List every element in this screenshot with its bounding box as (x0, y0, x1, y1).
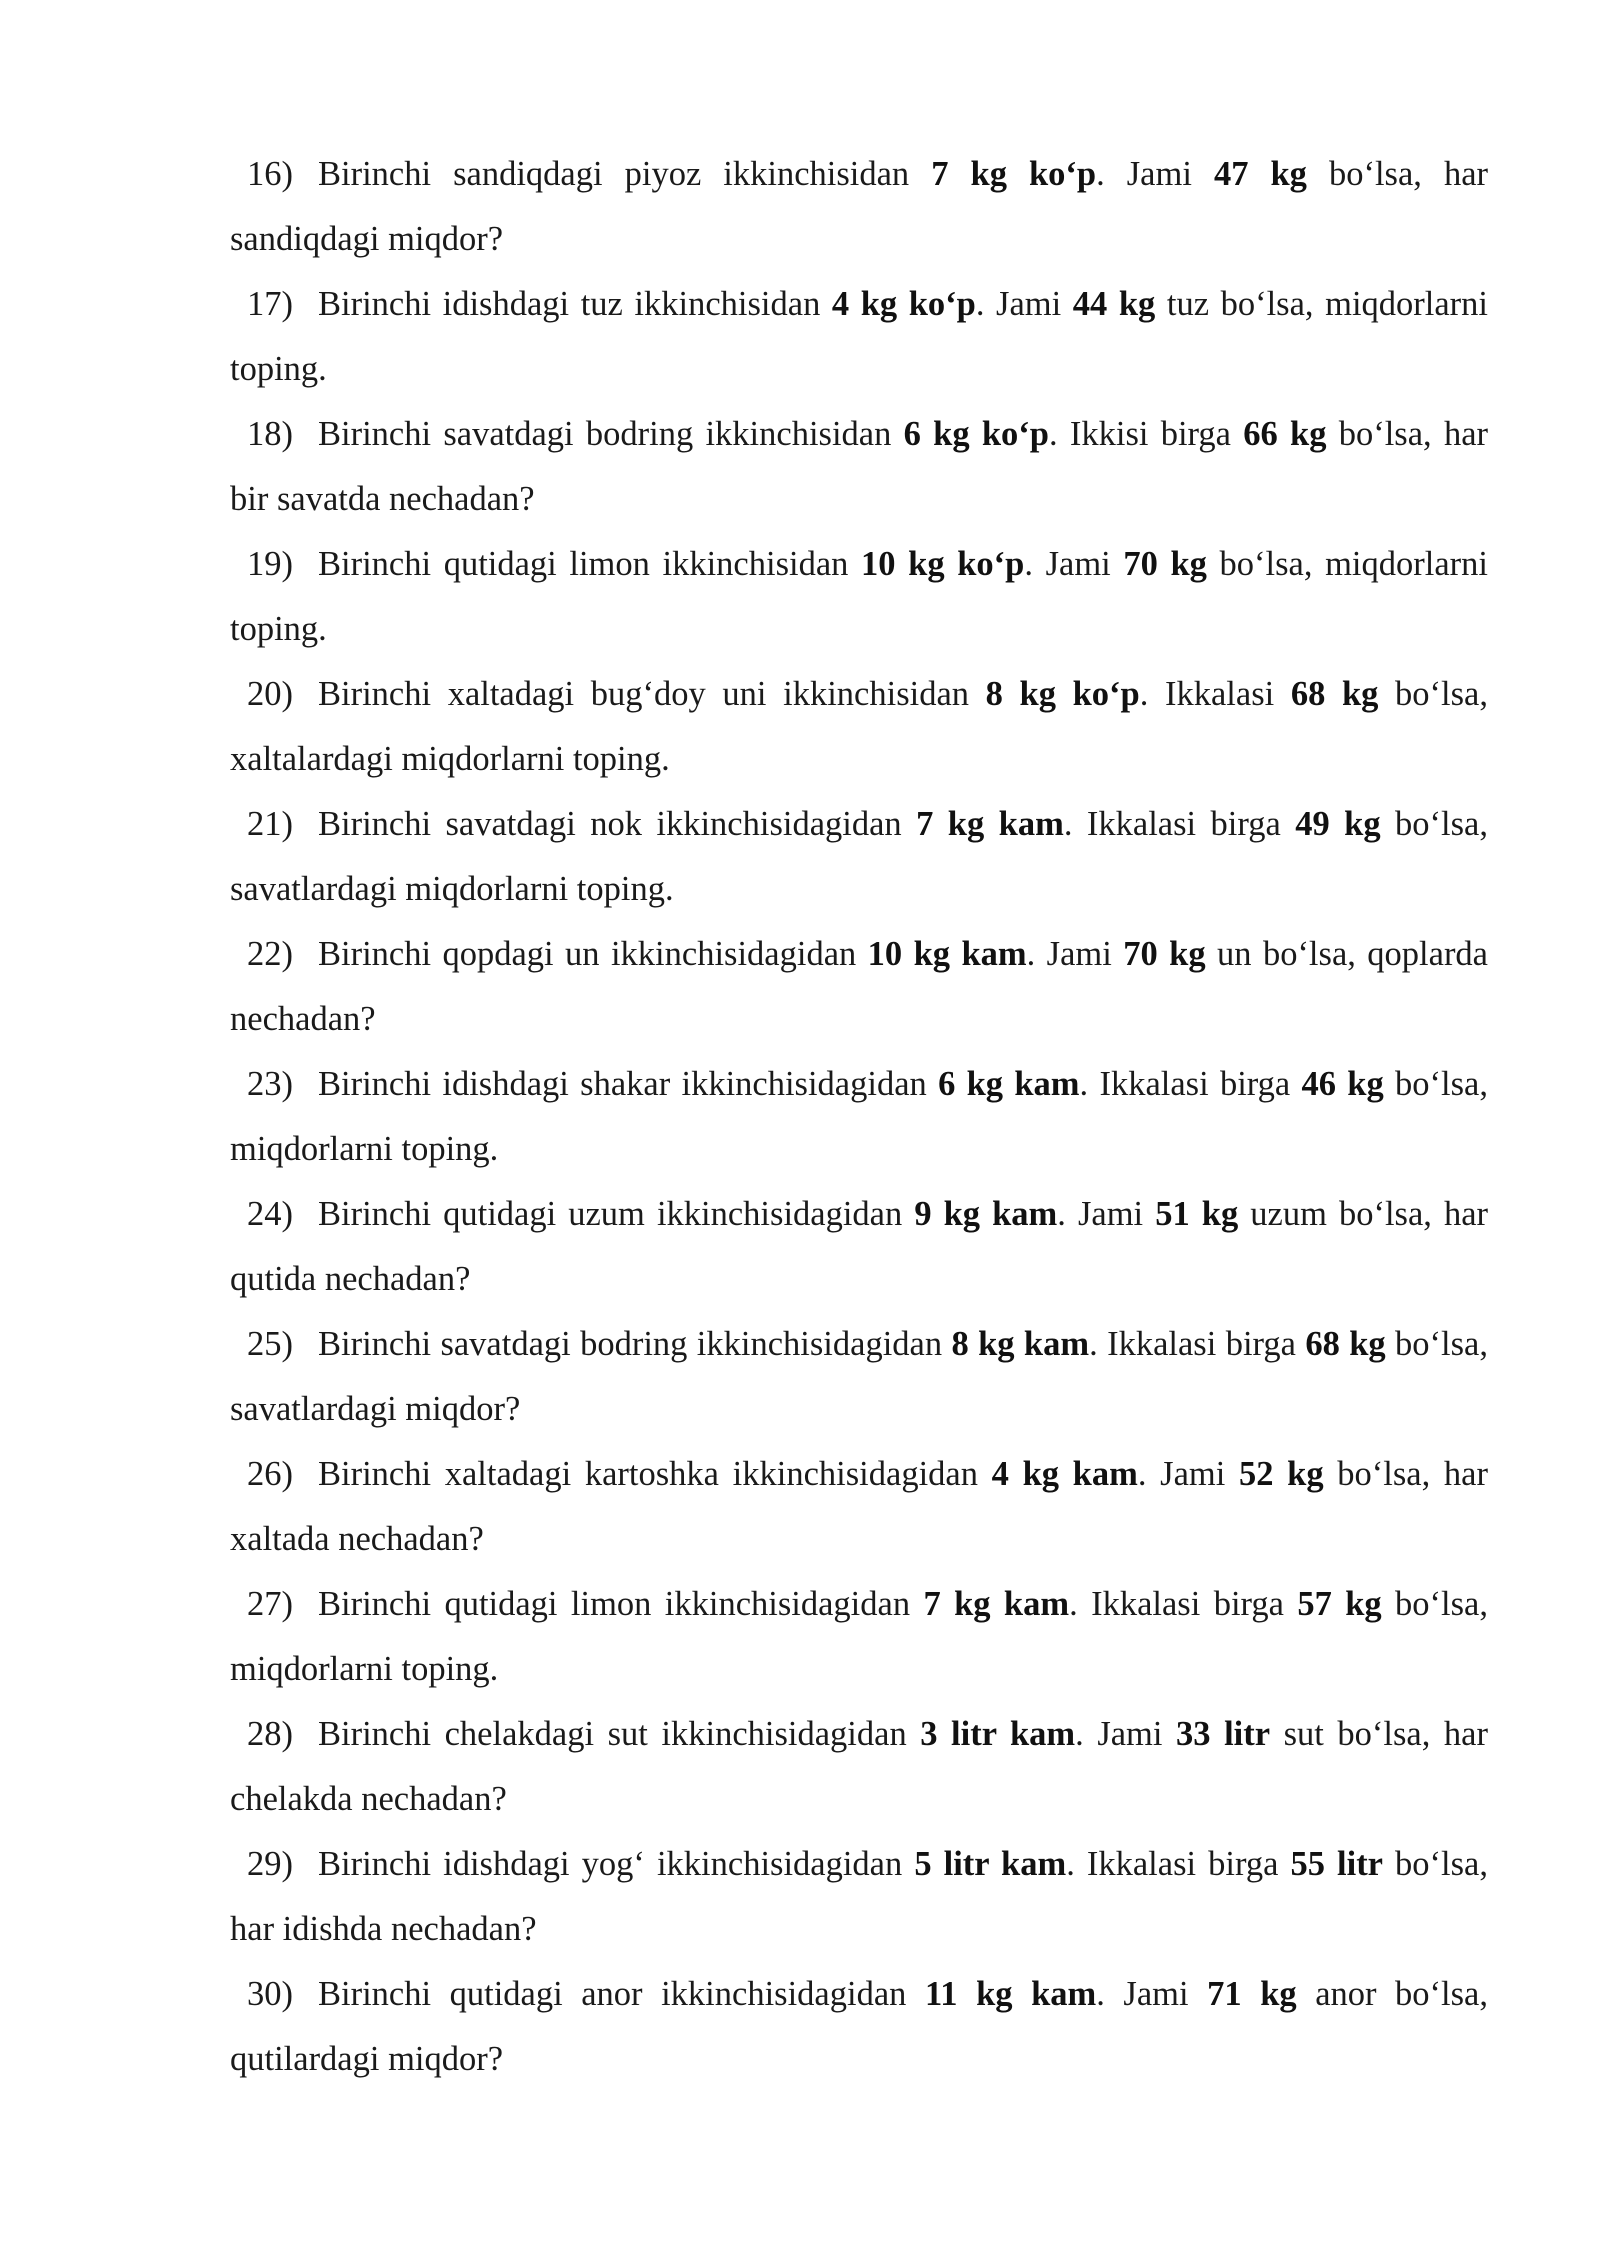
problem-text: bo‘lsa, har sandiqdagi miqdor? (230, 155, 1488, 258)
problem-quantity: 47 kg (1213, 155, 1307, 193)
problem-item (230, 1312, 1488, 1442)
problem-text: . Jami (975, 285, 1073, 323)
problem-quantity: 68 kg (1290, 675, 1379, 713)
problem-quantity: 5 litr kam (914, 1845, 1067, 1883)
problem-item (230, 272, 1488, 402)
problem-text: Birinchi idishdagi shakar ikkinchisidagidan (318, 1065, 939, 1103)
problem-number: 30) (247, 1975, 293, 2013)
problem-quantity: 70 kg (1123, 545, 1207, 583)
problem-text: Birinchi qutidagi uzum ikkinchisidagidan (318, 1195, 915, 1233)
problem-quantity: 70 kg (1123, 935, 1206, 973)
problem-text: Birinchi sandiqdagi piyoz ikkinchisidan (318, 155, 932, 193)
problem-item (230, 792, 1488, 922)
problem-item (230, 1702, 1488, 1832)
problem-text: anor bo‘lsa, qutilardagi miqdor? (230, 1975, 1488, 2078)
problem-text: bo‘lsa, har xaltada nechadan? (230, 1455, 1488, 1558)
problem-number: 23) (247, 1065, 293, 1103)
problem-text: bo‘lsa, har idishda nechadan? (230, 1845, 1488, 1948)
problem-text: Birinchi savatdagi nok ikkinchisidagidan (318, 805, 917, 843)
problem-quantity: 55 litr (1290, 1845, 1383, 1883)
problem-text: . Jami (1026, 935, 1124, 973)
problem-text: Birinchi xaltadagi bug‘doy uni ikkinchisidan (318, 675, 986, 713)
problem-text: . Ikkalasi birga (1069, 1585, 1298, 1623)
problem-text: . Jami (1075, 1715, 1177, 1753)
problem-text: . Jami (1096, 1975, 1208, 2013)
problem-quantity: 71 kg (1207, 1975, 1297, 2013)
problem-text: Birinchi qutidagi limon ikkinchisidan (318, 545, 862, 583)
problem-item (230, 1182, 1488, 1312)
problem-item (230, 1572, 1488, 1702)
problem-text: sut bo‘lsa, har chelakda nechadan? (230, 1715, 1488, 1818)
problem-item (230, 1052, 1488, 1182)
problem-number: 16) (247, 155, 293, 193)
problem-quantity: 33 litr (1176, 1715, 1271, 1753)
problem-text: bo‘lsa, har bir savatda nechadan? (230, 415, 1488, 518)
problem-item (230, 532, 1488, 662)
problem-number: 26) (247, 1455, 293, 1493)
problem-text: bo‘lsa, miqdorlarni toping. (230, 545, 1488, 648)
problem-number: 20) (247, 675, 293, 713)
problem-text: Birinchi idishdagi yog‘ ikkinchisidagidan (318, 1845, 915, 1883)
problem-text: Birinchi xaltadagi kartoshka ikkinchisidagidan (318, 1455, 992, 1493)
problem-item (230, 402, 1488, 532)
problem-text: . Jami (1024, 545, 1124, 583)
problem-quantity: 68 kg (1305, 1325, 1386, 1363)
problem-quantity: 49 kg (1295, 805, 1381, 843)
problem-quantity: 66 kg (1243, 415, 1327, 453)
problem-text: . Ikkisi birga (1048, 415, 1244, 453)
problem-quantity: 7 kg ko‘p (931, 155, 1097, 193)
problem-quantity: 7 kg kam (916, 805, 1064, 843)
problem-quantity: 8 kg kam (951, 1325, 1090, 1363)
problem-text: bo‘lsa, miqdorlarni toping. (230, 1065, 1488, 1168)
problem-number: 28) (247, 1715, 293, 1753)
problem-text: Birinchi chelakdagi sut ikkinchisidagidan (318, 1715, 921, 1753)
problem-text: . Ikkalasi (1139, 675, 1291, 713)
problem-text: . Ikkalasi birga (1063, 805, 1296, 843)
problem-quantity: 10 kg ko‘p (861, 545, 1025, 583)
problem-text: . Ikkalasi birga (1079, 1065, 1302, 1103)
problem-quantity: 44 kg (1072, 285, 1156, 323)
problem-number: 17) (247, 285, 293, 323)
problem-number: 29) (247, 1845, 293, 1883)
problem-text: bo‘lsa, miqdorlarni toping. (230, 1585, 1488, 1688)
problem-text: . Ikkalasi birga (1089, 1325, 1306, 1363)
problem-number: 18) (247, 415, 293, 453)
problem-quantity: 6 kg ko‘p (903, 415, 1049, 453)
problem-text: . Jami (1096, 155, 1214, 193)
problem-text: . Jami (1137, 1455, 1239, 1493)
problem-number: 24) (247, 1195, 293, 1233)
problem-text: tuz bo‘lsa, miqdorlarni toping. (230, 285, 1488, 388)
problem-text: Birinchi qutidagi anor ikkinchisidagidan (318, 1975, 925, 2013)
problem-item (230, 922, 1488, 1052)
problem-text: Birinchi savatdagi bodring ikkinchisidan (318, 415, 904, 453)
problem-text: bo‘lsa, savatlardagi miqdorlarni toping. (230, 805, 1488, 908)
problem-quantity: 46 kg (1301, 1065, 1384, 1103)
problem-quantity: 4 kg ko‘p (831, 285, 976, 323)
problem-number: 27) (247, 1585, 293, 1623)
problem-quantity: 52 kg (1239, 1455, 1324, 1493)
problem-quantity: 51 kg (1155, 1195, 1239, 1233)
problem-text: . Jami (1057, 1195, 1156, 1233)
problem-text: Birinchi qopdagi un ikkinchisidagidan (318, 935, 868, 973)
problem-quantity: 3 litr kam (920, 1715, 1076, 1753)
problem-text: . Ikkalasi birga (1066, 1845, 1291, 1883)
problem-quantity: 8 kg ko‘p (985, 675, 1140, 713)
problem-quantity: 57 kg (1297, 1585, 1382, 1623)
problem-quantity: 4 kg kam (991, 1455, 1138, 1493)
problem-quantity: 6 kg kam (938, 1065, 1080, 1103)
problem-item (230, 142, 1488, 272)
problem-quantity: 11 kg kam (924, 1975, 1097, 2013)
problem-item (230, 1832, 1488, 1962)
problem-item (230, 1442, 1488, 1572)
problem-text: un bo‘lsa, qoplarda nechadan? (230, 935, 1488, 1038)
problem-number: 21) (247, 805, 293, 843)
problem-text: Birinchi savatdagi bodring ikkinchisidagidan (318, 1325, 952, 1363)
problem-quantity: 10 kg kam (867, 935, 1027, 973)
problem-item (230, 662, 1488, 792)
problem-number: 19) (247, 545, 293, 583)
problem-item (230, 1962, 1488, 2092)
problem-quantity: 7 kg kam (923, 1585, 1070, 1623)
problem-number: 22) (247, 935, 293, 973)
problem-text: Birinchi qutidagi limon ikkinchisidagidan (318, 1585, 924, 1623)
problem-list (230, 142, 1488, 2092)
problem-text: bo‘lsa, savatlardagi miqdor? (230, 1325, 1488, 1428)
problem-text: Birinchi idishdagi tuz ikkinchisidan (318, 285, 832, 323)
problem-text: uzum bo‘lsa, har qutida nechadan? (230, 1195, 1489, 1298)
problem-text: bo‘lsa, xaltalardagi miqdorlarni toping. (230, 675, 1488, 778)
problem-number: 25) (247, 1325, 293, 1363)
problem-quantity: 9 kg kam (914, 1195, 1058, 1233)
